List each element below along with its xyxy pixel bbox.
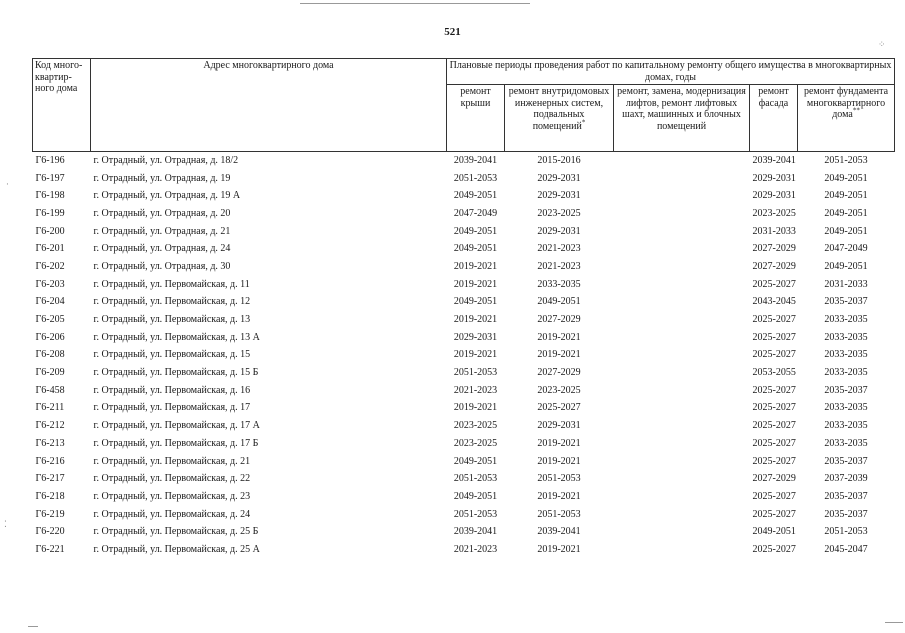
foundation-period: 2031-2033: [824, 278, 868, 290]
foundation-period: 2033-2035: [824, 437, 868, 449]
page-number: 521: [444, 26, 461, 38]
elevators-period: [614, 311, 750, 329]
facade-period: 2027-2029: [752, 260, 796, 272]
facade-period: 2027-2029: [752, 243, 796, 255]
repair-schedule-table: [32, 58, 895, 559]
house-code: Г6-217: [35, 473, 65, 485]
roof-period: 2051-2053: [453, 367, 498, 379]
table-row: [33, 506, 895, 524]
elevators-period: [614, 187, 750, 205]
elevators-period: [614, 506, 750, 524]
table-row: [33, 223, 895, 241]
header-elevators: ремонт, замена, модернизация лифтов, ремонт лифтовых шахт, машинных и блочных помещений: [614, 85, 750, 152]
roof-period: 2049-2051: [453, 190, 498, 202]
table-row: [33, 488, 895, 506]
house-code: Г6-203: [35, 278, 65, 290]
internal-systems-period: 2051-2053: [537, 473, 581, 485]
elevators-period: [614, 347, 750, 365]
foundation-period: 2047-2049: [824, 243, 868, 255]
house-code: Г6-196: [35, 154, 65, 166]
roof-period: 2049-2051: [453, 243, 498, 255]
house-address: г. Отрадный, ул. Первомайская, д. 15: [93, 349, 251, 361]
foundation-period: 2033-2035: [824, 402, 868, 414]
header-foundation: [798, 85, 895, 152]
table-row: [33, 523, 895, 541]
elevators-period: [614, 258, 750, 276]
house-code: Г6-220: [35, 526, 65, 538]
roof-period: 2019-2021: [453, 402, 498, 414]
table-row: [33, 364, 895, 382]
roof-period: 2019-2021: [453, 349, 498, 361]
table-row: [33, 541, 895, 559]
elevators-period: [614, 329, 750, 347]
foundation-period: 2049-2051: [824, 260, 868, 272]
scan-speck: ⁘: [878, 40, 886, 50]
elevators-period: [614, 435, 750, 453]
facade-period: 2025-2027: [752, 384, 796, 396]
house-code: Г6-205: [35, 314, 65, 326]
house-code: Г6-218: [35, 490, 65, 502]
facade-period: 2025-2027: [752, 278, 796, 290]
foundation-period: 2037-2039: [824, 473, 868, 485]
internal-systems-period: 2027-2029: [537, 314, 581, 326]
scan-line-bottom-right: [885, 622, 903, 623]
internal-systems-period: 2029-2031: [537, 190, 581, 202]
house-address: г. Отрадный, ул. Первомайская, д. 22: [93, 473, 251, 485]
internal-systems-period: 2019-2021: [537, 543, 581, 555]
scan-line-bottom: [28, 626, 38, 627]
roof-period: 2049-2051: [453, 225, 498, 237]
roof-period: 2021-2023: [453, 384, 498, 396]
house-address: г. Отрадный, ул. Первомайская, д. 16: [93, 384, 251, 396]
elevators-period: [614, 453, 750, 471]
elevators-period: [614, 223, 750, 241]
facade-period: 2025-2027: [752, 314, 796, 326]
internal-systems-period: 2029-2031: [537, 420, 581, 432]
header-address: Адрес многоквартирного дома: [91, 59, 447, 152]
elevators-period: [614, 417, 750, 435]
internal-systems-period: 2049-2051: [537, 296, 581, 308]
house-code: Г6-208: [35, 349, 65, 361]
internal-systems-period: 2029-2031: [537, 172, 581, 184]
house-address: г. Отрадный, ул. Первомайская, д. 15 Б: [93, 367, 259, 379]
elevators-period: [614, 170, 750, 188]
house-address: г. Отрадный, ул. Первомайская, д. 23: [93, 490, 251, 502]
foundation-period: 2049-2051: [824, 172, 868, 184]
house-code: Г6-199: [35, 207, 65, 219]
roof-period: 2023-2025: [453, 437, 498, 449]
foundation-period: 2033-2035: [824, 331, 868, 343]
foundation-period: 2049-2051: [824, 190, 868, 202]
internal-systems-period: 2027-2029: [537, 367, 581, 379]
table-row: [33, 453, 895, 471]
foundation-period: 2035-2037: [824, 508, 868, 520]
table-body: [33, 152, 895, 559]
internal-systems-period: 2021-2023: [537, 243, 581, 255]
facade-period: 2053-2055: [752, 367, 796, 379]
facade-period: 2023-2025: [752, 207, 796, 219]
internal-systems-period: 2019-2021: [537, 349, 581, 361]
elevators-period: [614, 541, 750, 559]
internal-systems-period: 2039-2041: [537, 526, 581, 538]
roof-period: 2051-2053: [453, 172, 498, 184]
house-code: Г6-198: [35, 190, 65, 202]
foundation-period: 2035-2037: [824, 384, 868, 396]
elevators-period: [614, 470, 750, 488]
table-row: [33, 329, 895, 347]
foundation-period: 2051-2053: [824, 154, 868, 166]
house-code: Г6-197: [35, 172, 65, 184]
facade-period: 2039-2041: [752, 154, 796, 166]
internal-systems-period: 2019-2021: [537, 455, 581, 467]
roof-period: 2029-2031: [453, 331, 498, 343]
foundation-period: 2035-2037: [824, 490, 868, 502]
foundation-period: 2033-2035: [824, 367, 868, 379]
internal-systems-period: 2025-2027: [537, 402, 581, 414]
internal-systems-period: 2029-2031: [537, 225, 581, 237]
house-code: Г6-213: [35, 437, 65, 449]
elevators-period: [614, 364, 750, 382]
house-code: Г6-201: [35, 243, 65, 255]
roof-period: 2039-2041: [453, 526, 498, 538]
house-address: г. Отрадный, ул. Отрадная, д. 21: [93, 225, 231, 237]
facade-period: 2025-2027: [752, 543, 796, 555]
house-address: г. Отрадный, ул. Отрадная, д. 30: [93, 260, 231, 272]
house-address: г. Отрадный, ул. Первомайская, д. 24: [93, 508, 251, 520]
elevators-period: [614, 488, 750, 506]
house-address: г. Отрадный, ул. Отрадная, д. 20: [93, 207, 231, 219]
internal-systems-period: 2019-2021: [537, 437, 581, 449]
foundation-period: 2033-2035: [824, 314, 868, 326]
scan-line-top: [300, 3, 530, 4]
house-address: г. Отрадный, ул. Первомайская, д. 17: [93, 402, 251, 414]
roof-period: 2039-2041: [453, 154, 498, 166]
foundation-period: 2035-2037: [824, 455, 868, 467]
internal-systems-period: 2023-2025: [537, 207, 581, 219]
table-row: [33, 347, 895, 365]
table-row: [33, 205, 895, 223]
foundation-period: 2051-2053: [824, 526, 868, 538]
table-row: [33, 276, 895, 294]
house-address: г. Отрадный, ул. Первомайская, д. 21: [93, 455, 251, 467]
roof-period: 2019-2021: [453, 260, 498, 272]
house-code: Г6-206: [35, 331, 65, 343]
facade-period: 2031-2033: [752, 225, 796, 237]
internal-systems-period: 2019-2021: [537, 331, 581, 343]
table-row: [33, 311, 895, 329]
table-row: [33, 240, 895, 258]
house-address: г. Отрадный, ул. Отрадная, д. 19 А: [93, 190, 241, 202]
house-code: Г6-202: [35, 260, 65, 272]
facade-period: 2027-2029: [752, 473, 796, 485]
roof-period: 2049-2051: [453, 296, 498, 308]
scan-speck: ⁚: [4, 520, 7, 530]
roof-period: 2021-2023: [453, 543, 498, 555]
house-address: г. Отрадный, ул. Первомайская, д. 13: [93, 314, 251, 326]
table-row: [33, 417, 895, 435]
house-address: г. Отрадный, ул. Отрадная, д. 18/2: [93, 154, 239, 166]
roof-period: 2019-2021: [453, 314, 498, 326]
house-address: г. Отрадный, ул. Первомайская, д. 17 Б: [93, 437, 259, 449]
internal-systems-period: 2015-2016: [537, 154, 581, 166]
foundation-period: 2033-2035: [824, 349, 868, 361]
foundation-period: 2033-2035: [824, 420, 868, 432]
house-address: г. Отрадный, ул. Первомайская, д. 25 А: [93, 543, 260, 555]
header-internal: [505, 85, 614, 152]
elevators-period: [614, 276, 750, 294]
roof-period: 2049-2051: [453, 455, 498, 467]
house-code: Г6-212: [35, 420, 65, 432]
table-row: [33, 294, 895, 312]
internal-systems-period: 2021-2023: [537, 260, 581, 272]
house-code: Г6-200: [35, 225, 65, 237]
facade-period: 2049-2051: [752, 526, 796, 538]
facade-period: 2025-2027: [752, 402, 796, 414]
house-code: Г6-221: [35, 543, 65, 555]
footnote-mark-double: **: [852, 106, 860, 115]
internal-systems-period: 2033-2035: [537, 278, 581, 290]
internal-systems-period: 2051-2053: [537, 508, 581, 520]
elevators-period: [614, 294, 750, 312]
facade-period: 2025-2027: [752, 349, 796, 361]
table-row: [33, 258, 895, 276]
facade-period: 2029-2031: [752, 190, 796, 202]
header-facade: ремонт фасада: [750, 85, 798, 152]
table-row: [33, 152, 895, 170]
table-row: [33, 400, 895, 418]
house-code: Г6-219: [35, 508, 65, 520]
house-address: г. Отрадный, ул. Первомайская, д. 12: [93, 296, 251, 308]
header-foundation-text: ремонт фундамента многоквартирного дома: [803, 86, 889, 120]
house-address: г. Отрадный, ул. Первомайская, д. 25 Б: [93, 526, 259, 538]
table-row: [33, 435, 895, 453]
roof-period: 2049-2051: [453, 490, 498, 502]
elevators-period: [614, 205, 750, 223]
header-internal-text: ремонт внутридомовых инженерных систем, подвальных помещений: [508, 86, 610, 132]
internal-systems-period: 2023-2025: [537, 384, 581, 396]
house-code: Г6-216: [35, 455, 65, 467]
foundation-period: 2049-2051: [824, 225, 868, 237]
elevators-period: [614, 523, 750, 541]
facade-period: 2043-2045: [752, 296, 796, 308]
header-code: Код много-квартир-ного дома: [33, 59, 91, 152]
roof-period: 2051-2053: [453, 508, 498, 520]
footnote-mark-single: *: [581, 118, 586, 127]
elevators-period: [614, 400, 750, 418]
facade-period: 2025-2027: [752, 508, 796, 520]
elevators-period: [614, 382, 750, 400]
elevators-period: [614, 152, 750, 170]
house-address: г. Отрадный, ул. Отрадная, д. 24: [93, 243, 231, 255]
elevators-period: [614, 240, 750, 258]
house-address: г. Отрадный, ул. Отрадная, д. 19: [93, 172, 231, 184]
scan-speck: ·: [6, 180, 9, 190]
house-code: Г6-204: [35, 296, 65, 308]
header-roof: ремонт крыши: [447, 85, 505, 152]
facade-period: 2025-2027: [752, 455, 796, 467]
facade-period: 2025-2027: [752, 437, 796, 449]
facade-period: 2029-2031: [752, 172, 796, 184]
table-row: [33, 187, 895, 205]
house-code: Г6-209: [35, 367, 65, 379]
roof-period: 2051-2053: [453, 473, 498, 485]
house-address: г. Отрадный, ул. Первомайская, д. 11: [93, 278, 250, 290]
roof-period: 2023-2025: [453, 420, 498, 432]
header-row-top: [33, 59, 895, 85]
foundation-period: 2035-2037: [824, 296, 868, 308]
house-address: г. Отрадный, ул. Первомайская, д. 17 А: [93, 420, 260, 432]
internal-systems-period: 2019-2021: [537, 490, 581, 502]
house-code: Г6-458: [35, 384, 65, 396]
facade-period: 2025-2027: [752, 490, 796, 502]
house-address: г. Отрадный, ул. Первомайская, д. 13 А: [93, 331, 260, 343]
facade-period: 2025-2027: [752, 420, 796, 432]
roof-period: 2047-2049: [453, 207, 498, 219]
facade-period: 2025-2027: [752, 331, 796, 343]
foundation-period: 2049-2051: [824, 207, 868, 219]
table-row: [33, 382, 895, 400]
roof-period: 2019-2021: [453, 278, 498, 290]
foundation-period: 2045-2047: [824, 543, 868, 555]
table-row: [33, 470, 895, 488]
header-periods: Плановые периоды проведения работ по капитальному ремонту общего имущества в многоквартирных домах, годы: [447, 59, 895, 85]
house-code: Г6-211: [35, 402, 65, 414]
table-row: [33, 170, 895, 188]
